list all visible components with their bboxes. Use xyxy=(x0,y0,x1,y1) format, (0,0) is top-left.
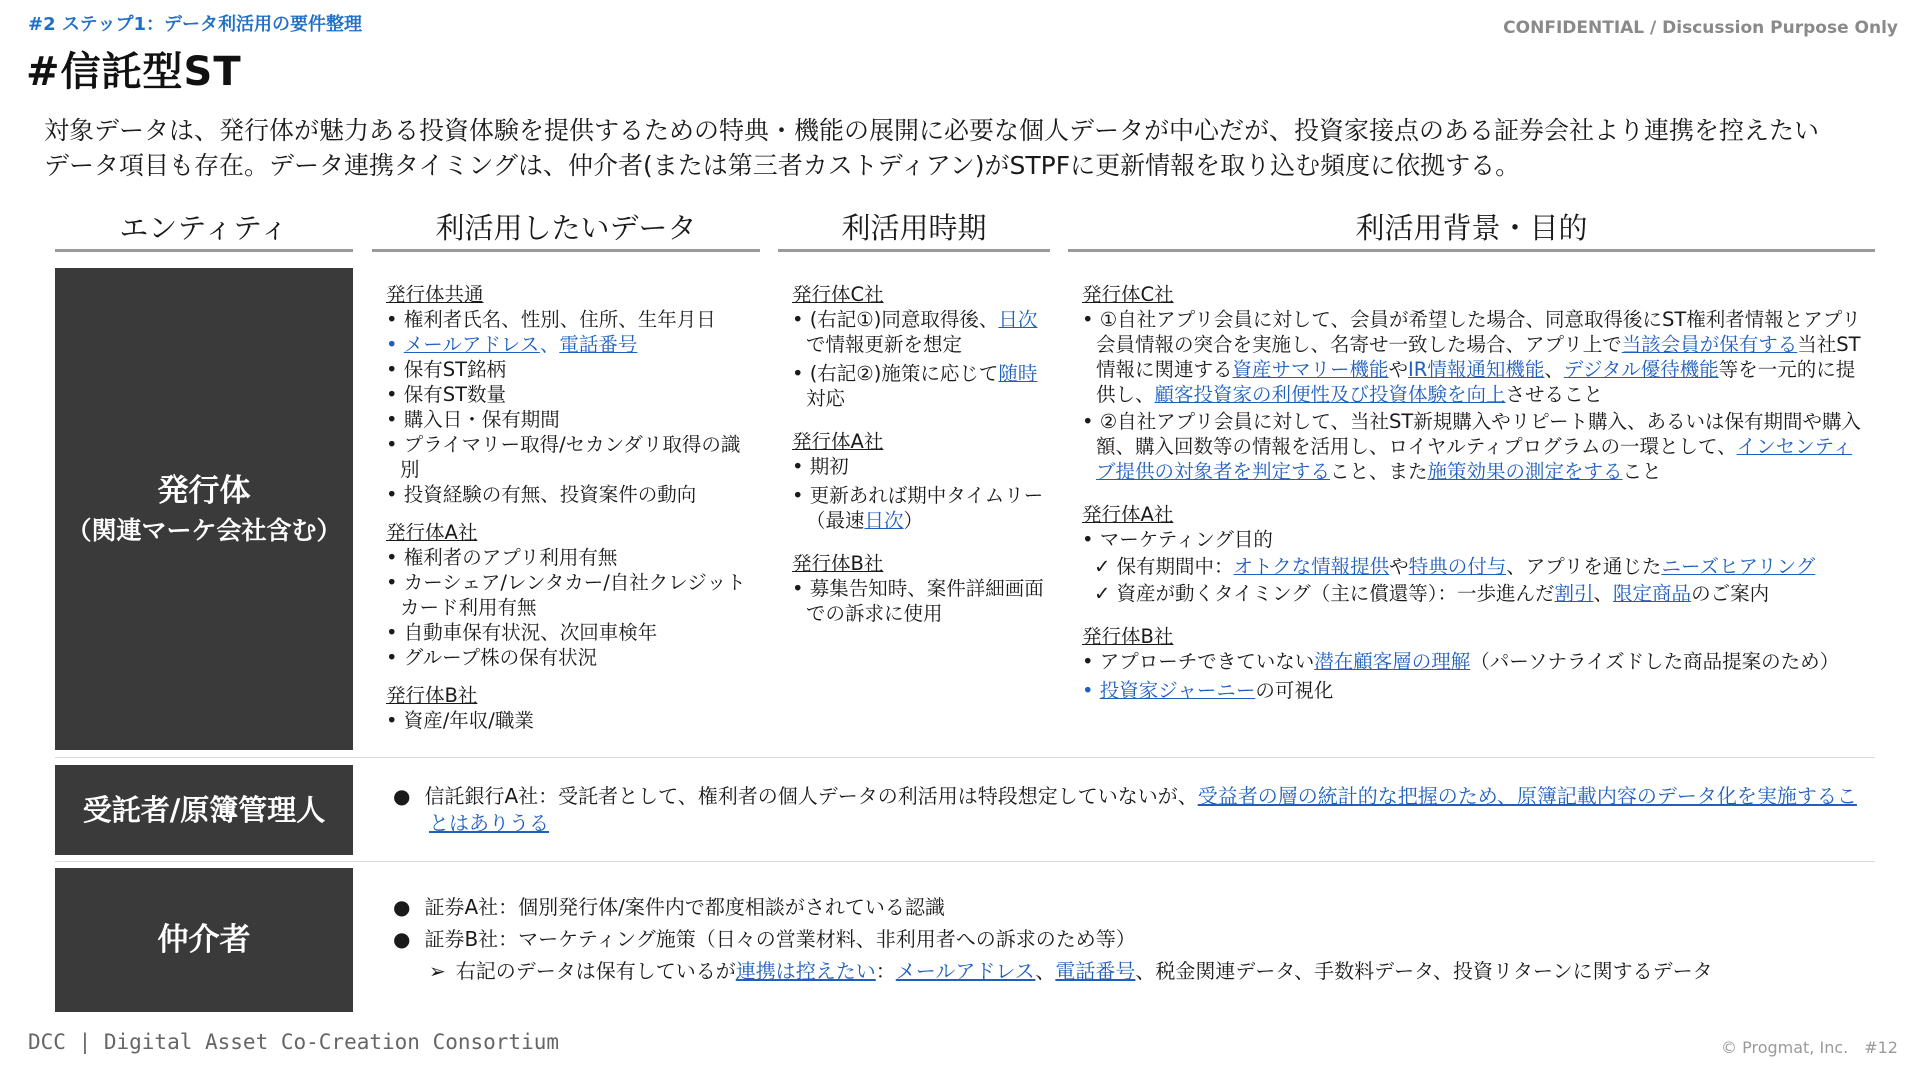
list-item xyxy=(792,361,1044,411)
confidential-label: CONFIDENTIAL / Discussion Purpose Only xyxy=(1503,18,1898,38)
timing-b-title: 発行体B社 xyxy=(792,552,884,575)
list-item: • 期初 xyxy=(792,455,849,478)
timing-c-title: 発行体C社 xyxy=(792,283,884,306)
link[interactable]: 潜在顧客層の理解 xyxy=(1314,650,1471,673)
text: 信託銀行A社：受託者として、権利者の個人データの利活用は特段想定していないが、 xyxy=(424,784,1198,808)
bullet: ● xyxy=(393,784,411,808)
bullet: ● xyxy=(393,895,411,919)
list-item: • 権利者のアプリ利用有無 xyxy=(386,546,618,569)
link[interactable]: メールアドレス xyxy=(895,959,1036,983)
text: • 更新あれば期中タイムリー（最速 xyxy=(792,484,1044,532)
text: で情報更新を想定 xyxy=(806,333,963,356)
list-item xyxy=(1082,409,1867,484)
sub-item xyxy=(393,958,1863,985)
list-item xyxy=(1082,307,1867,407)
list-item: • 購入日・保有期間 xyxy=(386,408,560,431)
footer-copyright: © Progmat, Inc. #12 xyxy=(1721,1038,1898,1057)
entity-broker-label: 仲介者 xyxy=(157,922,251,958)
link[interactable]: 当該会員が保有する xyxy=(1621,333,1798,356)
link[interactable]: 割引 xyxy=(1554,582,1594,605)
column-header-data: 利活用したいデータ xyxy=(372,206,760,252)
text: ） xyxy=(903,509,924,532)
text: こと、また xyxy=(1330,460,1428,483)
list-item: • 投資経験の有無、投資案件の動向 xyxy=(386,483,697,506)
trustee-content xyxy=(393,783,1863,837)
link[interactable]: 受益者の層の統計的な把握のため、原簿記載内容のデータ化を実施することはありうる xyxy=(429,784,1857,835)
issuer-timing-column xyxy=(792,282,1044,626)
link-anytime[interactable]: 随時 xyxy=(998,362,1038,385)
check-item xyxy=(1094,554,1867,579)
link-phone[interactable]: 電話番号 xyxy=(559,333,638,356)
text: 、 xyxy=(1593,582,1614,605)
entity-issuer-label: 発行体 xyxy=(157,473,251,509)
issuer-common-title: 発行体共通 xyxy=(386,283,484,306)
list-item: • グループ株の保有状況 xyxy=(386,646,598,669)
link[interactable]: 施策効果の測定をする xyxy=(1427,460,1623,483)
list-item: • マーケティング目的 xyxy=(1082,528,1273,551)
list-item: • カーシェア/レンタカー/自社クレジットカード利用有無 xyxy=(386,571,746,619)
issuer-a-title: 発行体A社 xyxy=(386,521,478,544)
link[interactable]: オトクな情報提供 xyxy=(1233,555,1390,578)
separator: 、 xyxy=(539,333,560,356)
text: ： xyxy=(875,959,896,983)
link[interactable]: 連携は控えたい xyxy=(735,959,876,983)
broker-content xyxy=(393,894,1863,985)
link-daily[interactable]: 日次 xyxy=(998,308,1038,331)
row-divider xyxy=(55,861,1875,862)
link[interactable]: 電話番号 xyxy=(1055,959,1136,983)
lead-line-1: 対象データは、発行体が魅力ある投資体験を提供するための特典・機能の展開に必要な個人データが中心だが、投資家接点のある証券会社より連携を控えたい xyxy=(44,116,1820,145)
step-label: #2 ステップ1：データ利活用の要件整理 xyxy=(28,14,363,35)
column-header-entity: エンティティ xyxy=(55,206,353,252)
list-item xyxy=(1082,678,1867,703)
text: や xyxy=(1389,555,1409,578)
list-item: • 募集告知時、案件詳細画面での訴求に使用 xyxy=(792,577,1044,625)
lead-line-2: データ項目も存在。データ連携タイミングは、仲介者(または第三者カストディアン)がSTPFに更新情報を取り込む頻度に依拠する。 xyxy=(44,151,1521,180)
purpose-a-title: 発行体A社 xyxy=(1082,503,1174,526)
text: • ①自社アプリ会員に対して、会員が希望した場合、同意取得後にST権利者情報とアプリ会員情報の突合を実施し、名寄せ一致した場合、アプリ上で xyxy=(1082,308,1862,356)
text: 、 xyxy=(1035,959,1056,983)
entity-trustee-label: 受託者/原簿管理人 xyxy=(82,793,326,827)
column-header-timing: 利活用時期 xyxy=(778,206,1050,252)
text: 、 xyxy=(1544,358,1564,381)
list-item-contact xyxy=(386,332,758,357)
text: 等を一元的に提供し、 xyxy=(1096,358,1856,406)
list-item xyxy=(393,783,1863,837)
text: • (右記①)同意取得後、 xyxy=(792,308,999,331)
entity-issuer xyxy=(55,268,353,750)
list-item: • 自動車保有状況、次回車検年 xyxy=(386,621,658,644)
list-item: • プライマリー取得/セカンダリ取得の識別 xyxy=(386,433,741,481)
link[interactable]: 限定商品 xyxy=(1613,582,1692,605)
link[interactable]: 特典の付与 xyxy=(1408,555,1507,578)
list-item xyxy=(792,307,1044,357)
bullet: • xyxy=(1082,679,1100,702)
text: （パーソナライズドした商品提案のため） xyxy=(1470,650,1840,673)
text: 証券B社：マーケティング施策（日々の営業材料、非利用者への訴求のため等） xyxy=(424,927,1136,951)
text: 証券A社：個別発行体/案件内で都度相談がされている認識 xyxy=(424,895,945,919)
arrow-icon: ➢ xyxy=(429,959,446,983)
list-item xyxy=(393,926,1863,953)
text: や xyxy=(1388,358,1409,381)
lead-text xyxy=(44,113,1864,183)
text: • ②自社アプリ会員に対して、当社ST新規購入やリピート購入、あるいは保有期間や購入額、購入回数等の情報を活用し、ロイヤルティプログラムの一環として、 xyxy=(1082,410,1862,458)
entity-broker xyxy=(55,868,353,1012)
purpose-c-title: 発行体C社 xyxy=(1082,283,1174,306)
link-daily[interactable]: 日次 xyxy=(864,509,904,532)
text: • (右記②)施策に応じて xyxy=(792,362,999,385)
page-title: #信託型ST xyxy=(26,49,242,95)
text: 、税金関連データ、手数料データ、投資リターンに関するデータ xyxy=(1135,959,1713,983)
bullet: • xyxy=(386,333,404,356)
link[interactable]: ニーズヒアリング xyxy=(1661,555,1816,578)
column-header-purpose: 利活用背景・目的 xyxy=(1068,206,1875,252)
timing-a-title: 発行体A社 xyxy=(792,430,884,453)
text: 右記のデータは保有しているが xyxy=(455,959,736,983)
link[interactable]: デジタル優待機能 xyxy=(1563,358,1719,381)
issuer-purpose-column xyxy=(1082,282,1867,703)
list-item xyxy=(792,483,1044,533)
text: • アプローチできていない xyxy=(1082,650,1315,673)
link[interactable]: IR情報通知機能 xyxy=(1408,358,1545,381)
row-divider xyxy=(55,757,1875,758)
bullet: ● xyxy=(393,927,411,951)
text: 対応 xyxy=(806,387,846,410)
text: 当社ST情報に関連する xyxy=(1096,333,1861,381)
text: ✓ 保有期間中： xyxy=(1094,555,1234,578)
issuer-data-column xyxy=(386,282,758,733)
list-item: • 保有ST数量 xyxy=(386,383,506,406)
text: の可視化 xyxy=(1255,679,1334,702)
text: させること xyxy=(1505,383,1604,406)
link[interactable]: 資産サマリー機能 xyxy=(1232,358,1389,381)
list-item: • 資産/年収/職業 xyxy=(386,709,534,732)
check-item xyxy=(1094,581,1867,606)
list-item xyxy=(1082,649,1867,674)
text: こと xyxy=(1622,460,1662,483)
link[interactable]: インセンティブ提供の対象者を判定する xyxy=(1096,435,1853,483)
list-item xyxy=(393,894,1863,921)
link-email[interactable]: メールアドレス xyxy=(403,333,540,356)
footer-logo: DCC | Digital Asset Co-Creation Consortium xyxy=(28,1030,560,1054)
text: 、アプリを通じた xyxy=(1506,555,1662,578)
link[interactable]: 顧客投資家の利便性及び投資体験を向上 xyxy=(1154,383,1506,406)
link[interactable]: 投資家ジャーニー xyxy=(1099,679,1256,702)
issuer-b-title: 発行体B社 xyxy=(386,684,478,707)
purpose-b-title: 発行体B社 xyxy=(1082,625,1174,648)
text: のご案内 xyxy=(1691,582,1770,605)
entity-issuer-sublabel: （関連マーケ会社含む） xyxy=(66,516,342,545)
entity-trustee xyxy=(55,765,353,855)
list-item: • 保有ST銘柄 xyxy=(386,358,506,381)
text: ✓ 資産が動くタイミング（主に償還等）：一歩進んだ xyxy=(1094,582,1555,605)
list-item: • 権利者氏名、性別、住所、生年月日 xyxy=(386,308,716,331)
